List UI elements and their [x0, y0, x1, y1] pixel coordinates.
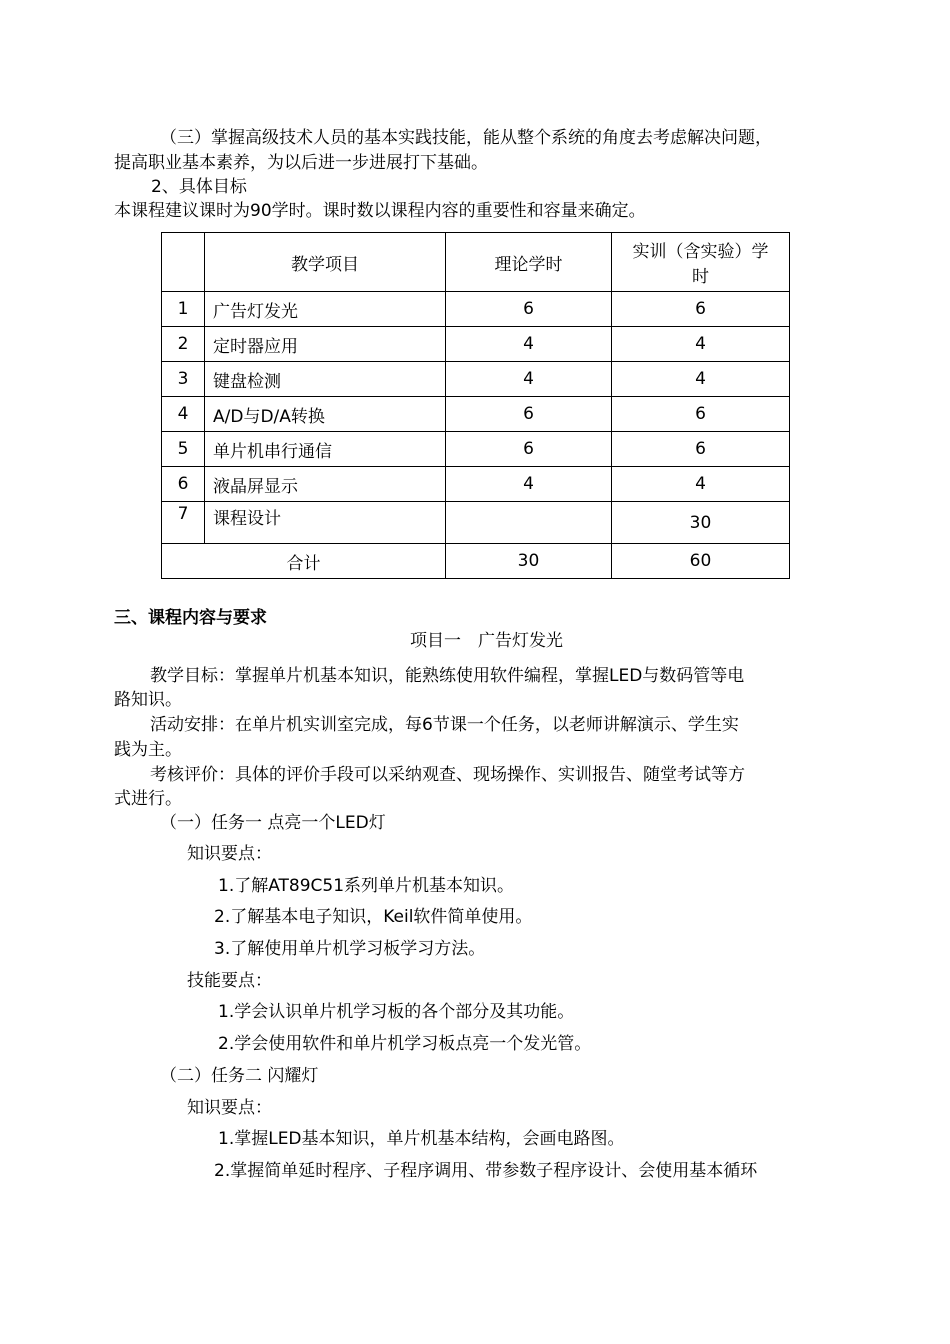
row-num: 1 [162, 292, 205, 327]
objective-line-2: 路知识。 [114, 690, 182, 710]
task-1-title: （一）任务一 点亮一个LED灯 [160, 813, 386, 833]
table-row [162, 327, 790, 362]
table-row [162, 362, 790, 397]
row-theory: 6 [446, 432, 612, 467]
row-theory: 6 [446, 397, 612, 432]
task-1-skill-item: 1.学会认识单片机学习板的各个部分及其功能。 [218, 1002, 575, 1022]
table-row [162, 397, 790, 432]
course-hours-table [161, 232, 790, 579]
row-num: 5 [162, 432, 205, 467]
project-title: 项目一 广告灯发光 [410, 631, 563, 651]
row-project: 广告灯发光 [205, 292, 446, 327]
row-project: 单片机串行通信 [205, 432, 446, 467]
task-2-title: （二）任务二 闪耀灯 [160, 1066, 319, 1086]
row-project: 课程设计 [205, 502, 446, 544]
header-practice-line-1: 实训（含实验）学 [632, 242, 769, 262]
table-total-row [162, 544, 790, 579]
task-2-knowledge-item: 1.掌握LED基本知识，单片机基本结构，会画电路图。 [218, 1129, 625, 1149]
goal-3-line-1: （三）掌握高级技术人员的基本实践技能，能从整个系统的角度去考虑解决问题， [160, 128, 772, 148]
table-row [162, 467, 790, 502]
total-label: 合计 [162, 544, 446, 579]
task-2-knowledge-item: 2.掌握简单延时程序、子程序调用、带参数子程序设计、会使用基本循环 [214, 1161, 758, 1181]
row-num: 6 [162, 467, 205, 502]
goal-3-line-2: 提高职业基本素养，为以后进一步进展打下基础。 [114, 153, 488, 173]
task-2-knowledge-label: 知识要点： [187, 1098, 272, 1118]
task-1-knowledge-label: 知识要点： [187, 844, 272, 864]
row-practice: 4 [612, 362, 790, 397]
header-practice-line-2: 时 [692, 267, 709, 287]
total-theory: 30 [446, 544, 612, 579]
assessment-line-1: 考核评价：具体的评价手段可以采纳观查、现场操作、实训报告、随堂考试等方 [150, 765, 745, 785]
row-theory: 4 [446, 362, 612, 397]
row-project: A/D与D/A转换 [205, 397, 446, 432]
header-project: 教学项目 [205, 233, 446, 292]
table-row [162, 432, 790, 467]
task-1-knowledge-item: 3.了解使用单片机学习板学习方法。 [214, 939, 486, 959]
task-1-knowledge-item: 1.了解AT89C51系列单片机基本知识。 [218, 876, 515, 896]
row-theory: 6 [446, 292, 612, 327]
row-practice: 4 [612, 327, 790, 362]
header-num [162, 233, 205, 292]
row-num: 2 [162, 327, 205, 362]
row-theory: 4 [446, 327, 612, 362]
row-practice: 4 [612, 467, 790, 502]
header-theory: 理论学时 [446, 233, 612, 292]
objective-line-1: 教学目标：掌握单片机基本知识，能熟练使用软件编程，掌握LED与数码管等电 [150, 666, 745, 686]
row-project: 键盘检测 [205, 362, 446, 397]
row-project: 定时器应用 [205, 327, 446, 362]
specific-goals-heading: 2、具体目标 [151, 177, 247, 197]
row-practice: 30 [612, 502, 790, 544]
task-1-skill-item: 2.学会使用软件和单片机学习板点亮一个发光管。 [218, 1034, 592, 1054]
hours-note: 本课程建议课时为90学时。课时数以课程内容的重要性和容量来确定。 [114, 201, 646, 221]
row-project: 液晶屏显示 [205, 467, 446, 502]
table-header-row [162, 233, 790, 292]
task-1-skill-label: 技能要点： [187, 971, 272, 991]
task-1-knowledge-item: 2.了解基本电子知识，Keil软件简单使用。 [214, 907, 533, 927]
table-row [162, 502, 790, 544]
row-num: 7 [162, 502, 205, 544]
row-practice: 6 [612, 397, 790, 432]
row-practice: 6 [612, 292, 790, 327]
assessment-line-2: 式进行。 [114, 789, 182, 809]
section-heading: 三、课程内容与要求 [114, 608, 267, 628]
activity-line-1: 活动安排：在单片机实训室完成，每6节课一个任务，以老师讲解演示、学生实 [150, 715, 739, 735]
row-theory: 4 [446, 467, 612, 502]
activity-line-2: 践为主。 [114, 740, 182, 760]
total-practice: 60 [612, 544, 790, 579]
header-practice [612, 233, 790, 292]
table-row [162, 292, 790, 327]
row-num: 4 [162, 397, 205, 432]
row-num: 3 [162, 362, 205, 397]
row-theory [446, 502, 612, 544]
row-practice: 6 [612, 432, 790, 467]
